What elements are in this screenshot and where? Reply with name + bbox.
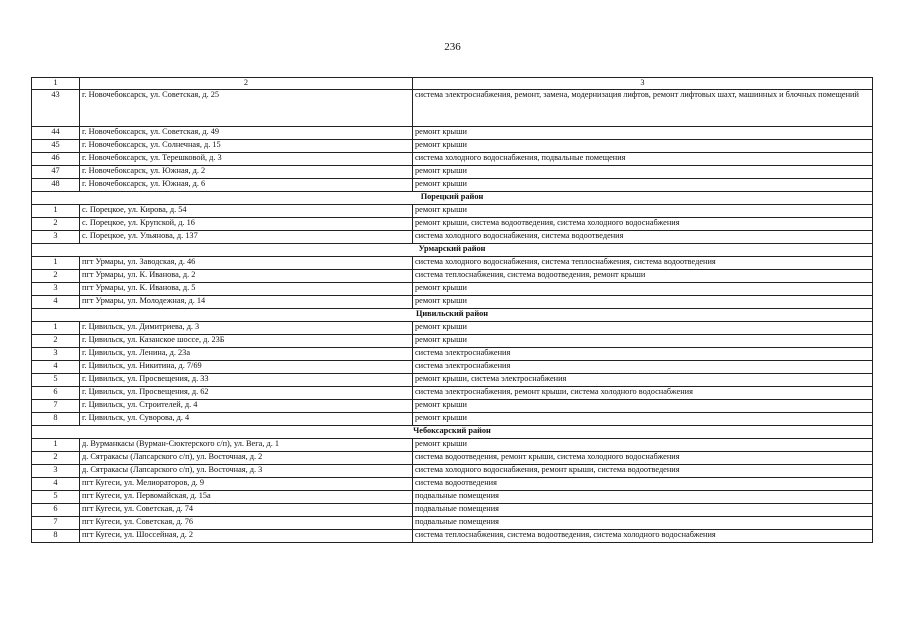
address-cell: пгт Кугеси, ул. Советская, д. 74 <box>80 504 413 517</box>
table-row <box>32 374 873 387</box>
work-type-cell: ремонт крыши <box>413 439 873 452</box>
address-cell: с. Порецкое, ул. Крупской, д. 16 <box>80 218 413 231</box>
row-number: 7 <box>32 400 80 413</box>
table-row <box>32 517 873 530</box>
district-heading-row <box>32 426 873 439</box>
row-number: 2 <box>32 218 80 231</box>
address-cell: д. Вурманкасы (Вурман-Сюктерского с/п), ул. Вега, д. 1 <box>80 439 413 452</box>
work-type-cell: система холодного водоснабжения, ремонт крыши, система водоотведения <box>413 465 873 478</box>
table-row <box>32 283 873 296</box>
address-cell: д. Сятракасы (Лапсарского с/п), ул. Восточная, д. 3 <box>80 465 413 478</box>
address-cell: пгт Урмары, ул. Заводская, д. 46 <box>80 257 413 270</box>
row-number: 5 <box>32 374 80 387</box>
row-number: 3 <box>32 465 80 478</box>
district-name: Цивильский район <box>32 309 873 322</box>
row-number: 1 <box>32 257 80 270</box>
address-cell: пгт Урмары, ул. К. Иванова, д. 5 <box>80 283 413 296</box>
table-row <box>32 322 873 335</box>
address-cell: с. Порецкое, ул. Ульянова, д. 137 <box>80 231 413 244</box>
work-type-cell: система водоотведения, ремонт крыши, система холодного водоснабжения <box>413 452 873 465</box>
row-number: 1 <box>32 439 80 452</box>
table-row <box>32 348 873 361</box>
column-number-2: 2 <box>80 78 413 90</box>
address-cell: г. Новочебоксарск, ул. Терешковой, д. 3 <box>80 153 413 166</box>
district-heading-row <box>32 192 873 205</box>
table-row <box>32 205 873 218</box>
work-type-cell: ремонт крыши, система электроснабжения <box>413 374 873 387</box>
work-type-cell: ремонт крыши <box>413 179 873 192</box>
address-cell: г. Цивильск, ул. Просвещения, д. 33 <box>80 374 413 387</box>
work-type-cell: ремонт крыши <box>413 400 873 413</box>
table-row <box>32 504 873 517</box>
table-row <box>32 166 873 179</box>
work-type-cell: система водоотведения <box>413 478 873 491</box>
work-type-cell: ремонт крыши <box>413 283 873 296</box>
address-cell: г. Цивильск, ул. Никитина, д. 7/69 <box>80 361 413 374</box>
table-row <box>32 90 873 127</box>
table-row <box>32 231 873 244</box>
row-number: 4 <box>32 478 80 491</box>
work-type-cell: ремонт крыши <box>413 322 873 335</box>
table-row <box>32 257 873 270</box>
address-cell: д. Сятракасы (Лапсарского с/п), ул. Восточная, д. 2 <box>80 452 413 465</box>
row-number: 1 <box>32 205 80 218</box>
row-number: 1 <box>32 322 80 335</box>
row-number: 6 <box>32 504 80 517</box>
row-number: 4 <box>32 361 80 374</box>
table-body <box>32 78 873 543</box>
row-number: 3 <box>32 348 80 361</box>
table-row <box>32 218 873 231</box>
row-number: 3 <box>32 231 80 244</box>
row-number: 43 <box>32 90 80 127</box>
work-type-cell: система электроснабжения, ремонт крыши, система холодного водоснабжения <box>413 387 873 400</box>
address-cell: пгт Кугеси, ул. Шоссейная, д. 2 <box>80 530 413 543</box>
address-cell: пгт Кугеси, ул. Мелиораторов, д. 9 <box>80 478 413 491</box>
table-row <box>32 140 873 153</box>
work-type-cell: подвальные помещения <box>413 491 873 504</box>
row-number: 5 <box>32 491 80 504</box>
address-cell: пгт Урмары, ул. К. Иванова, д. 2 <box>80 270 413 283</box>
work-type-cell: ремонт крыши <box>413 127 873 140</box>
table-row <box>32 400 873 413</box>
row-number: 8 <box>32 413 80 426</box>
row-number: 7 <box>32 517 80 530</box>
repair-program-table <box>31 77 873 543</box>
work-type-cell: система электроснабжения, ремонт, замена, модернизация лифтов, ремонт лифтовых шахт, машинных и блочных помещений <box>413 90 873 127</box>
work-type-cell: система электроснабжения <box>413 361 873 374</box>
address-cell: г. Новочебоксарск, ул. Советская, д. 25 <box>80 90 413 127</box>
address-cell: пгт Кугеси, ул. Первомайская, д. 15а <box>80 491 413 504</box>
work-type-cell: ремонт крыши <box>413 413 873 426</box>
work-type-cell: ремонт крыши <box>413 335 873 348</box>
table-row <box>32 465 873 478</box>
row-number: 3 <box>32 283 80 296</box>
work-type-cell: подвальные помещения <box>413 504 873 517</box>
address-cell: г. Цивильск, ул. Димитриева, д. 3 <box>80 322 413 335</box>
row-number: 2 <box>32 270 80 283</box>
row-number: 8 <box>32 530 80 543</box>
row-number: 2 <box>32 335 80 348</box>
table-row <box>32 478 873 491</box>
column-number-row <box>32 78 873 90</box>
address-cell: г. Новочебоксарск, ул. Южная, д. 2 <box>80 166 413 179</box>
address-cell: г. Цивильск, ул. Суворова, д. 4 <box>80 413 413 426</box>
address-cell: с. Порецкое, ул. Кирова, д. 54 <box>80 205 413 218</box>
work-type-cell: система холодного водоснабжения, система водоотведения <box>413 231 873 244</box>
district-name: Урмарский район <box>32 244 873 257</box>
address-cell: г. Цивильск, ул. Казанское шоссе, д. 23Б <box>80 335 413 348</box>
work-type-cell: система холодного водоснабжения, система теплоснабжения, система водоотведения <box>413 257 873 270</box>
address-cell: г. Цивильск, ул. Строителей, д. 4 <box>80 400 413 413</box>
work-type-cell: система электроснабжения <box>413 348 873 361</box>
address-cell: пгт Кугеси, ул. Советская, д. 76 <box>80 517 413 530</box>
column-number-1: 1 <box>32 78 80 90</box>
table-row <box>32 127 873 140</box>
page-number: 236 <box>444 41 461 53</box>
work-type-cell: ремонт крыши <box>413 166 873 179</box>
table-row <box>32 270 873 283</box>
district-heading-row <box>32 309 873 322</box>
row-number: 4 <box>32 296 80 309</box>
table-row <box>32 335 873 348</box>
address-cell: пгт Урмары, ул. Молодежная, д. 14 <box>80 296 413 309</box>
row-number: 45 <box>32 140 80 153</box>
address-cell: г. Цивильск, ул. Ленина, д. 23а <box>80 348 413 361</box>
district-name: Порецкий район <box>32 192 873 205</box>
district-name: Чебоксарский район <box>32 426 873 439</box>
row-number: 47 <box>32 166 80 179</box>
table-row <box>32 452 873 465</box>
work-type-cell: подвальные помещения <box>413 517 873 530</box>
address-cell: г. Новочебоксарск, ул. Южная, д. 6 <box>80 179 413 192</box>
work-type-cell: ремонт крыши <box>413 140 873 153</box>
address-cell: г. Новочебоксарск, ул. Солнечная, д. 15 <box>80 140 413 153</box>
row-number: 2 <box>32 452 80 465</box>
table-row <box>32 530 873 543</box>
address-cell: г. Новочебоксарск, ул. Советская, д. 49 <box>80 127 413 140</box>
work-type-cell: ремонт крыши <box>413 296 873 309</box>
table-row <box>32 439 873 452</box>
row-number: 48 <box>32 179 80 192</box>
row-number: 6 <box>32 387 80 400</box>
work-type-cell: ремонт крыши <box>413 205 873 218</box>
table-row <box>32 413 873 426</box>
work-type-cell: система теплоснабжения, система водоотведения, система холодного водоснабжения <box>413 530 873 543</box>
work-type-cell: ремонт крыши, система водоотведения, система холодного водоснабжения <box>413 218 873 231</box>
column-number-3: 3 <box>413 78 873 90</box>
table-row <box>32 361 873 374</box>
table-row <box>32 296 873 309</box>
district-heading-row <box>32 244 873 257</box>
row-number: 46 <box>32 153 80 166</box>
address-cell: г. Цивильск, ул. Просвещения, д. 62 <box>80 387 413 400</box>
table-row <box>32 179 873 192</box>
row-number: 44 <box>32 127 80 140</box>
table-row <box>32 153 873 166</box>
table-row <box>32 387 873 400</box>
work-type-cell: система холодного водоснабжения, подвальные помещения <box>413 153 873 166</box>
work-type-cell: система теплоснабжения, система водоотведения, ремонт крыши <box>413 270 873 283</box>
table-row <box>32 491 873 504</box>
